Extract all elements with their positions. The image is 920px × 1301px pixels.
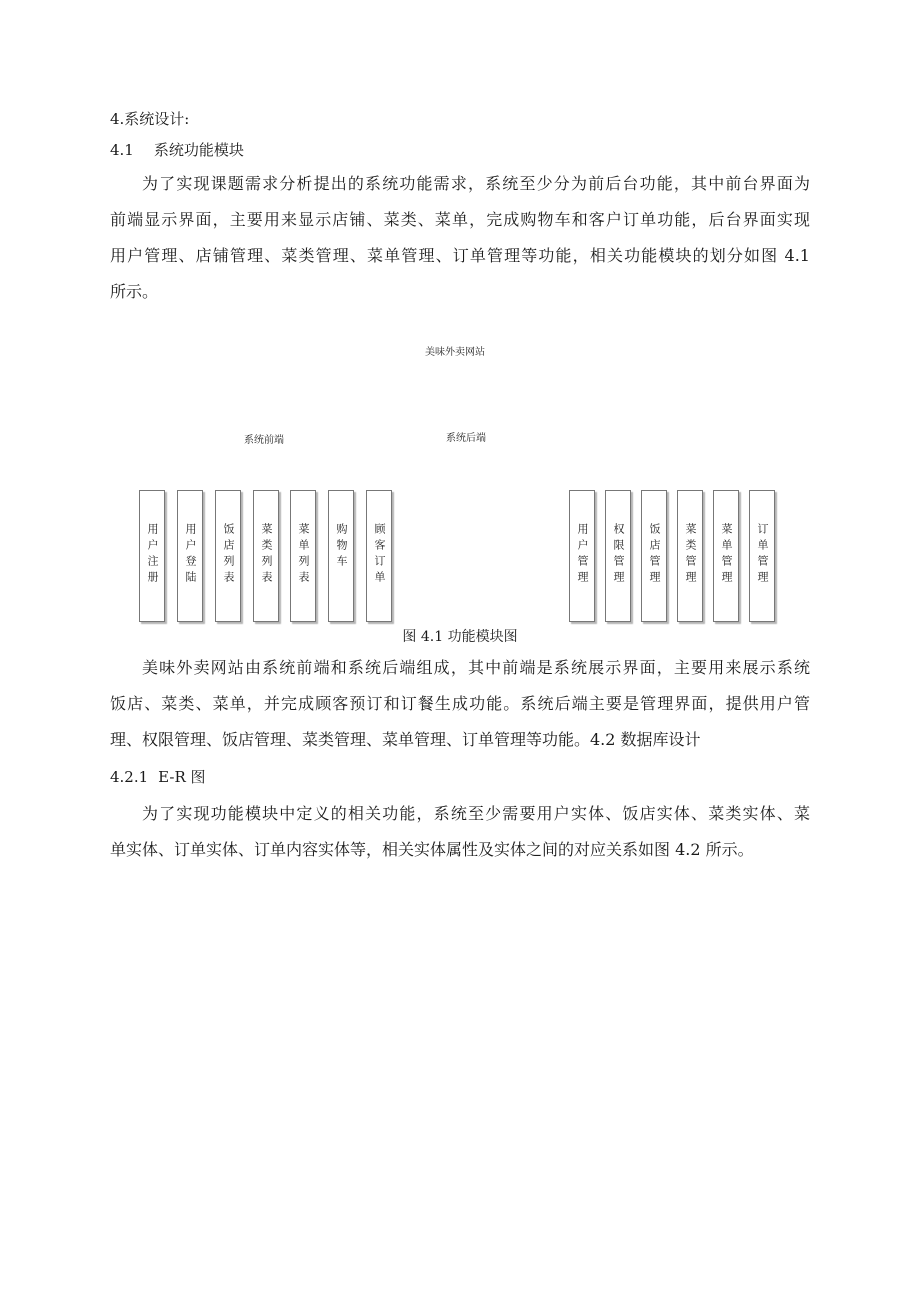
module-label: 饭店管理 [648, 523, 661, 587]
paragraph-line: 所示。 [110, 282, 159, 301]
paragraph-system-overview [110, 650, 810, 758]
module-label: 用户注册 [146, 523, 159, 587]
paragraph-intro [110, 166, 810, 310]
paragraph-er-intro [110, 796, 810, 868]
paragraph-line: 单实体、订单实体、订单内容实体等，相关实体属性及实体之间的对应关系如图 4.2 所示。 [110, 840, 754, 859]
module-box-cart [328, 490, 354, 622]
module-label: 用户登陆 [184, 523, 197, 587]
module-label: 顾客订单 [373, 523, 386, 587]
module-box-restaurant-list [215, 490, 241, 622]
module-box-customer-order [366, 490, 392, 622]
diagram-root-label: 美味外卖网站 [425, 347, 485, 358]
paragraph-line: 美味外卖网站由系统前端和系统后端组成，其中前端是系统展示界面，主要用来展示系统 [142, 658, 810, 677]
paragraph-line: 理、权限管理、饭店管理、菜类管理、菜单管理、订单管理等功能。4.2 数据库设计 [110, 730, 701, 749]
paragraph-line: 用户管理、店铺管理、菜类管理、菜单管理、订单管理等功能，相关功能模块的划分如图 4.1 [110, 246, 810, 265]
module-box-menu-management [713, 490, 739, 622]
paragraph-line: 前端显示界面，主要用来显示店铺、菜类、菜单，完成购物车和客户订单功能，后台界面实现 [110, 210, 810, 229]
module-box-permission-management [605, 490, 631, 622]
diagram-frontend-label: 系统前端 [244, 435, 284, 446]
subsection-4-1-heading [110, 139, 244, 160]
paragraph-line: 饭店、菜类、菜单，并完成顾客预订和订餐生成功能。系统后端主要是管理界面，提供用户管 [110, 694, 810, 713]
diagram-backend-label: 系统后端 [446, 433, 486, 444]
subsection-number: 4.2.1 [110, 768, 149, 786]
module-box-user-management [569, 490, 595, 622]
module-box-user-login [177, 490, 203, 622]
module-label: 菜类管理 [684, 523, 697, 587]
subsection-title: 系统功能模块 [153, 141, 244, 159]
subsection-number: 4.1 [110, 141, 134, 159]
module-label: 订单管理 [756, 523, 769, 587]
section-heading-text: 4.系统设计: [110, 110, 190, 128]
subsection-title: E-R 图 [158, 768, 206, 786]
module-label: 购物车 [335, 523, 348, 571]
module-label: 菜单列表 [297, 523, 310, 587]
module-label: 权限管理 [612, 523, 625, 587]
module-box-category-list [253, 490, 279, 622]
module-label: 菜类列表 [260, 523, 273, 587]
paragraph-line: 为了实现功能模块中定义的相关功能，系统至少需要用户实体、饭店实体、菜类实体、菜 [142, 804, 810, 823]
module-label: 饭店列表 [222, 523, 235, 587]
module-box-user-register [139, 490, 165, 622]
module-label: 用户管理 [576, 523, 589, 587]
module-box-order-management [749, 490, 775, 622]
subsection-4-2-1-heading [110, 766, 206, 787]
module-box-restaurant-management [641, 490, 667, 622]
module-box-menu-list [290, 490, 316, 622]
module-box-category-management [677, 490, 703, 622]
module-label: 菜单管理 [720, 523, 733, 587]
paragraph-line: 为了实现课题需求分析提出的系统功能需求，系统至少分为前后台功能，其中前台界面为 [142, 174, 810, 193]
figure-caption: 图 4.1 功能模块图 [402, 629, 518, 645]
section-heading [110, 108, 189, 129]
